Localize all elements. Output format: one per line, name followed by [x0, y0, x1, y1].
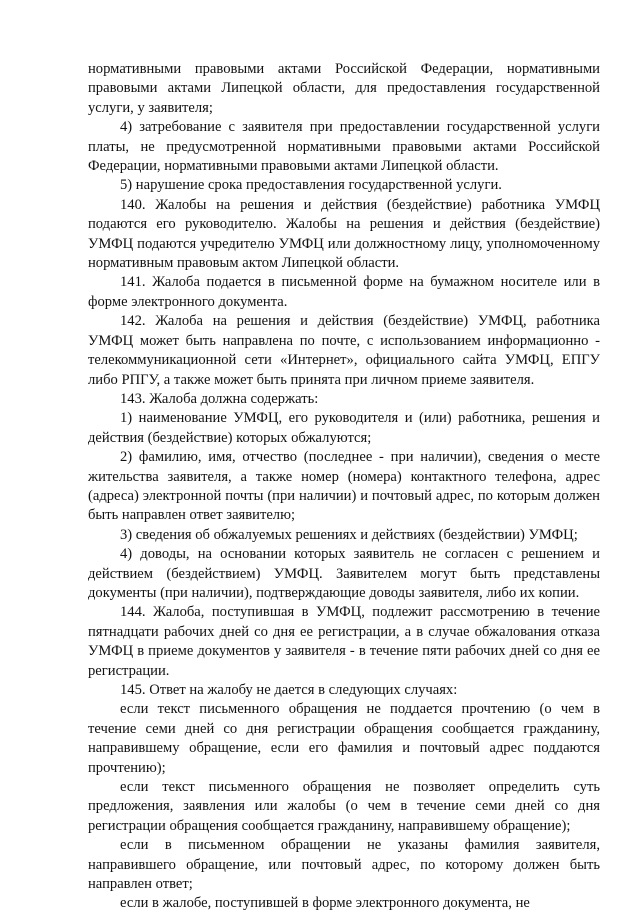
- paragraph: если в жалобе, поступившей в форме электронного документа, не: [120, 895, 530, 912]
- paragraph: 144. Жалоба, поступившая в УМФЦ, подлежит рассмотрению в течение пятнадцати рабочих дней со дня ее регистрации, а в случае обжалования отказа УМФЦ в приеме документов у заявителя - в течение пяти рабочих дней со дня ее регистрации.: [88, 604, 600, 679]
- paragraph: если текст письменного обращения не позволяет определить суть предложения, заявления или жалобы (о чем в течение семи дней со дня регистрации обращения сообщается гражданину, направившему обращение);: [88, 779, 600, 834]
- paragraph: 4) затребование с заявителя при предоставлении государственной услуги платы, не предусмотренной нормативными правовыми актами Российской Федерации, нормативными правовыми актами Липецкой области.: [88, 119, 600, 175]
- paragraph: 142. Жалоба на решения и действия (бездействие) УМФЦ, работника УМФЦ может быть направлена по почте, с использованием информационно - телекоммуникационной сети «Интернет», официального сайта УМФЦ, ЕПГУ либо РПГУ, а также может быть принята при личном приеме заявителя.: [88, 313, 600, 388]
- paragraph: 141. Жалоба подается в письменной форме на бумажном носителе или в форме электронного документа.: [88, 274, 600, 310]
- paragraph: 2) фамилию, имя, отчество (последнее - при наличии), сведения о месте жительства заявителя, а также номер (номера) контактного телефона, адрес (адреса) электронной почты (при наличии) и почтовый адрес, по которым должен быть направлен ответ заявителю;: [88, 449, 600, 524]
- paragraph: 145. Ответ на жалобу не дается в следующих случаях:: [120, 682, 458, 698]
- document-page: [88, 60, 600, 914]
- paragraph: 140. Жалобы на решения и действия (бездействие) работника УМФЦ подаются его руководителю. Жалобы на решения и действия (бездействие) УМФЦ подаются учредителю УМФЦ или должностному лицу, уполномоченному нормативным правовым актом Липецкой области.: [88, 196, 600, 272]
- paragraph: 3) сведения об обжалуемых решениях и действиях (бездействии) УМФЦ;: [120, 526, 578, 543]
- paragraph: если в письменном обращении не указаны фамилия заявителя, направившего обращение, или почтовый адрес, по которому должен быть направлен ответ;: [88, 837, 600, 893]
- paragraph: 1) наименование УМФЦ, его руководителя и (или) работника, решения и действия (бездействие) которых обжалуются;: [88, 410, 600, 446]
- paragraph: 143. Жалоба должна содержать:: [120, 390, 319, 407]
- paragraph: нормативными правовыми актами Российской Федерации, нормативными правовыми актами Липецкой области, для предоставления государственной услуги, у заявителя;: [88, 61, 600, 116]
- paragraph: если текст письменного обращения не поддается прочтению (о чем в течение семи дней со дня регистрации обращения сообщается гражданину, направившему обращение, если его фамилия и почтовый адрес поддаются прочтению);: [88, 701, 600, 776]
- paragraph: 5) нарушение срока предоставления государственной услуги.: [120, 177, 502, 194]
- paragraph: 4) доводы, на основании которых заявитель не согласен с решением и действием (бездействием) УМФЦ. Заявителем могут быть представлены документы (при наличии), подтверждающие доводы заявителя, либо их копии.: [88, 546, 600, 601]
